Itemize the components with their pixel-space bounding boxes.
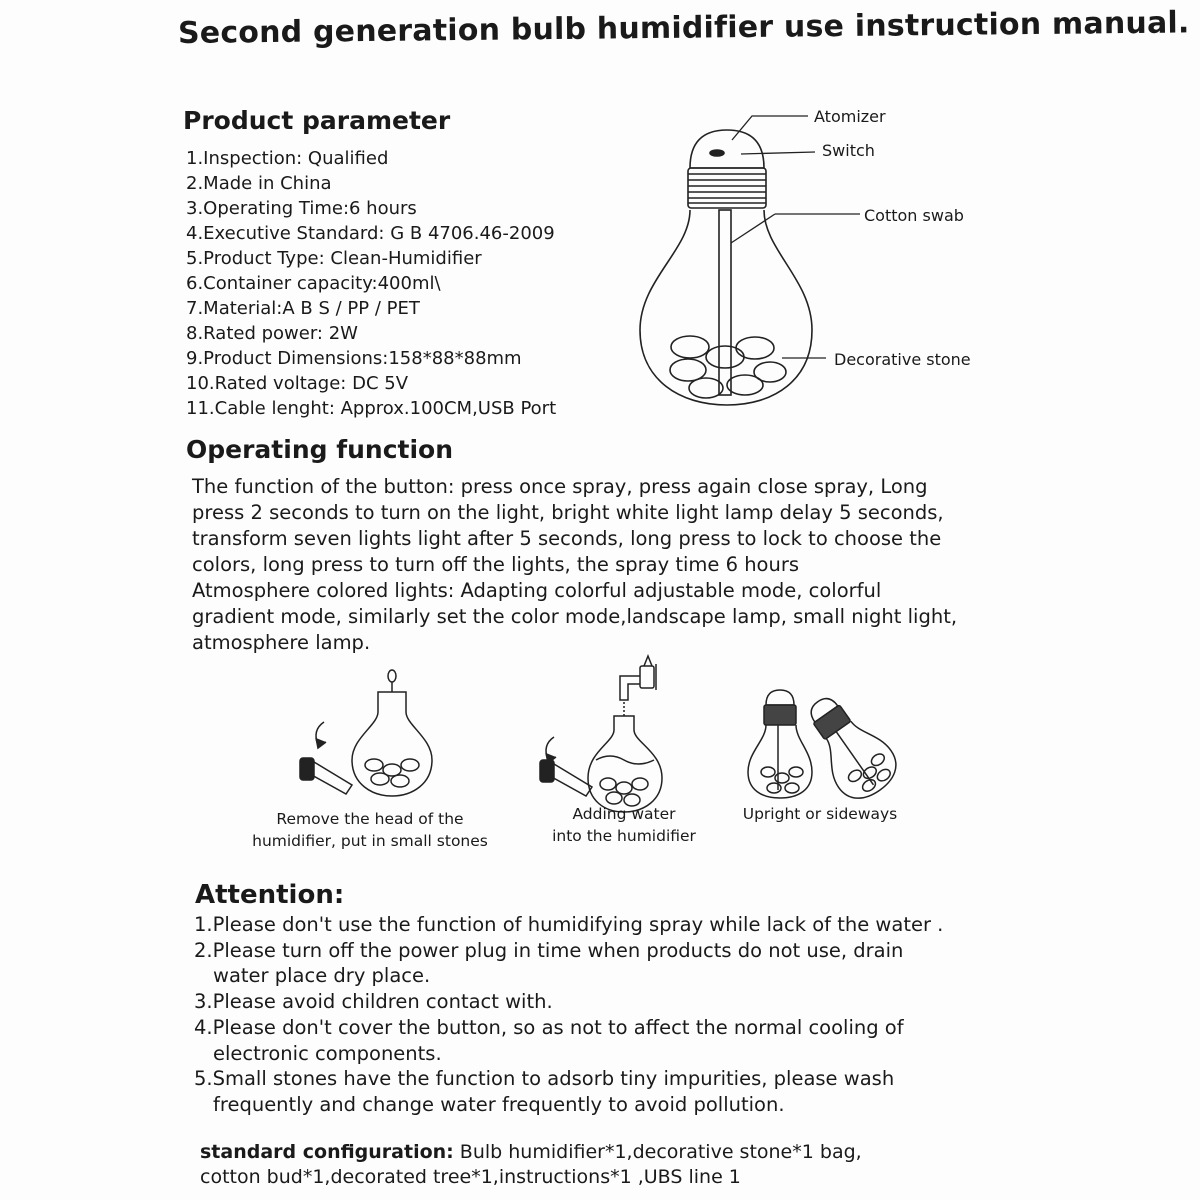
parameter-item: 9.Product Dimensions:158*88*88mm bbox=[186, 348, 522, 369]
caption-line: humidifier, put in small stones bbox=[252, 832, 488, 850]
parameter-item: 7.Material:A B S / PP / PET bbox=[186, 298, 420, 319]
step2-caption bbox=[552, 803, 696, 847]
attention-line: 4.Please don't cover the button, so as not to affect the normal cooling of bbox=[194, 1015, 904, 1039]
step2-illustration bbox=[540, 656, 662, 812]
parameter-item: 5.Product Type: Clean-Humidifier bbox=[186, 248, 482, 269]
standard-configuration bbox=[200, 1140, 862, 1190]
step3-caption bbox=[743, 803, 898, 825]
attention-line: electronic components. bbox=[213, 1041, 442, 1065]
parameter-item: 10.Rated voltage: DC 5V bbox=[186, 373, 409, 394]
paragraph-line: colors, long press to turn off the lights, the spray time 6 hours bbox=[192, 553, 800, 576]
switch-label: Switch bbox=[822, 141, 875, 160]
attention-line: 2.Please turn off the power plug in time when products do not use, drain bbox=[194, 938, 904, 962]
page-title: Second generation bulb humidifier use instruction manual. bbox=[177, 5, 1190, 51]
paragraph-line: The function of the button: press once spray, press again close spray, Long bbox=[192, 475, 928, 498]
caption-line: Upright or sideways bbox=[742, 805, 898, 823]
attention-line: water place dry place. bbox=[213, 964, 431, 988]
operating-function-heading: Operating function bbox=[186, 435, 454, 464]
cotton-swab-label: Cotton swab bbox=[864, 206, 964, 225]
caption-line: Adding water bbox=[572, 805, 676, 823]
parameter-item: 6.Container capacity:400ml\ bbox=[186, 273, 441, 294]
paragraph-line: gradient mode, similarly set the color mode,landscape lamp, small night light, bbox=[192, 605, 958, 628]
paragraph-line: atmosphere lamp. bbox=[192, 631, 371, 654]
parameter-item: 2.Made in China bbox=[186, 173, 332, 194]
paragraph-line: transform seven lights light after 5 seconds, long press to lock to choose the bbox=[192, 527, 942, 550]
parameter-item: 4.Executive Standard: G B 4706.46-2009 bbox=[186, 223, 555, 244]
product-parameter-heading: Product parameter bbox=[183, 106, 451, 135]
standard-configuration-label: standard configuration: bbox=[200, 1141, 454, 1163]
parameter-item: 11.Cable lenght: Approx.100CM,USB Port bbox=[186, 398, 557, 419]
standard-configuration-text: Bulb humidifier*1,decorative stone*1 bag, bbox=[453, 1141, 862, 1163]
paragraph-line: press 2 seconds to turn on the light, bright white light lamp delay 5 seconds, bbox=[192, 501, 944, 524]
step1-illustration bbox=[300, 670, 432, 796]
paragraph-line: Atmosphere colored lights: Adapting colorful adjustable mode, colorful bbox=[192, 579, 882, 602]
atomizer-label: Atomizer bbox=[814, 107, 886, 126]
attention-list bbox=[194, 912, 943, 1118]
attention-heading: Attention: bbox=[195, 880, 345, 910]
attention-line: 1.Please don't use the function of humidifying spray while lack of the water . bbox=[194, 913, 944, 936]
caption-line: into the humidifier bbox=[552, 827, 696, 845]
caption-line: Remove the head of the bbox=[276, 810, 464, 828]
parameter-item: 1.Inspection: Qualified bbox=[186, 148, 389, 169]
attention-line: 3.Please avoid children contact with. bbox=[194, 990, 553, 1014]
step3-illustration bbox=[748, 683, 906, 808]
step1-caption bbox=[252, 808, 488, 852]
decorative-stone-label: Decorative stone bbox=[834, 350, 971, 369]
standard-configuration-text: cotton bud*1,decorated tree*1,instructions*1 ,UBS line 1 bbox=[200, 1166, 741, 1188]
attention-line: 5.Small stones have the function to adsorb tiny impurities, please wash bbox=[194, 1067, 895, 1091]
attention-line: frequently and change water frequently to avoid pollution. bbox=[213, 1092, 785, 1116]
parameter-item: 8.Rated power: 2W bbox=[186, 323, 358, 344]
parameter-item: 3.Operating Time:6 hours bbox=[186, 198, 417, 219]
